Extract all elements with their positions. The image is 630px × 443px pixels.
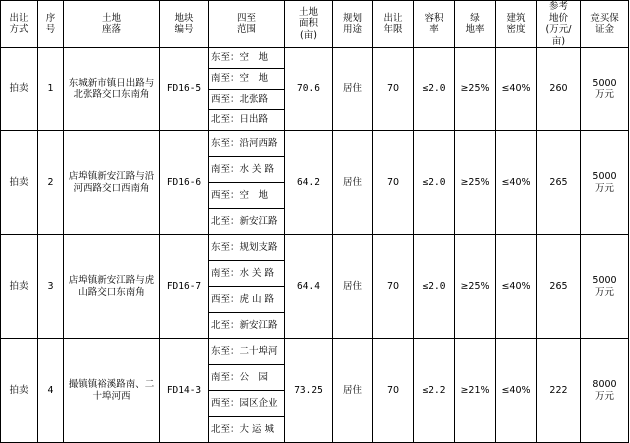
bound-north: 北至：新安江路 [211, 319, 278, 331]
header-no: 序 号 [38, 1, 64, 48]
header-row [1, 1, 629, 48]
table-row [1, 131, 629, 235]
header-use: 规划 用途 [333, 1, 373, 48]
bound-west: 西至：园区企业 [209, 391, 284, 417]
cell-code: FD16-6 [160, 131, 209, 235]
bound-south: 南至：水 关 路 [209, 157, 284, 183]
table-row [1, 48, 629, 131]
bound-west: 西至：虎 山 路 [209, 287, 284, 313]
bound-south: 南至：水 关 路 [209, 261, 284, 287]
cell-no: 1 [38, 48, 64, 131]
cell-price: 265 [537, 131, 581, 235]
cell-bounds [209, 235, 285, 339]
cell-years: 70 [373, 48, 414, 131]
cell-code: FD14-3 [160, 339, 209, 443]
cell-location: 店埠镇新安江路与虎山路交口东南角 [64, 235, 160, 339]
cell-code: FD16-7 [160, 235, 209, 339]
cell-deposit: 8000 万元 [581, 339, 629, 443]
cell-deposit: 5000 万元 [581, 48, 629, 131]
header-method: 出让 方式 [1, 1, 38, 48]
cell-bounds [209, 48, 285, 131]
header-bounds: 四至 范围 [209, 1, 285, 48]
cell-far: ≤2.2 [414, 339, 455, 443]
cell-use: 居住 [333, 48, 373, 131]
cell-green: ≥25% [455, 48, 496, 131]
table-row [1, 339, 629, 443]
bound-south: 南至：空 地 [209, 69, 284, 90]
header-price: 参考 地价 (万元/ 亩) [537, 1, 581, 48]
table-row [1, 235, 629, 339]
cell-far: ≤2.0 [414, 48, 455, 131]
header-location: 土地 座落 [64, 1, 160, 48]
bound-east: 东至：沿河西路 [209, 131, 284, 157]
cell-density: ≤40% [496, 339, 537, 443]
cell-price: 265 [537, 235, 581, 339]
cell-deposit: 5000 万元 [581, 235, 629, 339]
cell-deposit: 5000 万元 [581, 131, 629, 235]
cell-bounds [209, 131, 285, 235]
cell-far: ≤2.0 [414, 235, 455, 339]
cell-use: 居住 [333, 339, 373, 443]
bound-west: 西至：北张路 [209, 90, 284, 111]
cell-method: 拍卖 [1, 131, 38, 235]
header-deposit: 竞买保 证金 [581, 1, 629, 48]
cell-method: 拍卖 [1, 235, 38, 339]
header-density: 建筑 密度 [496, 1, 537, 48]
cell-code: FD16-5 [160, 48, 209, 131]
cell-years: 70 [373, 235, 414, 339]
cell-area: 73.25 [285, 339, 333, 443]
cell-no: 2 [38, 131, 64, 235]
header-area: 土地 面积 (亩) [285, 1, 333, 48]
cell-no: 3 [38, 235, 64, 339]
cell-location: 东城新市镇日出路与北张路交口东南角 [64, 48, 160, 131]
cell-years: 70 [373, 131, 414, 235]
cell-density: ≤40% [496, 131, 537, 235]
cell-density: ≤40% [496, 235, 537, 339]
cell-price: 222 [537, 339, 581, 443]
cell-area: 70.6 [285, 48, 333, 131]
header-years: 出让 年限 [373, 1, 414, 48]
cell-location: 撮镇镇裕溪路南、二十埠河西 [64, 339, 160, 443]
cell-green: ≥21% [455, 339, 496, 443]
bound-east: 东至：空 地 [209, 48, 284, 69]
cell-method: 拍卖 [1, 339, 38, 443]
header-green: 绿 地率 [455, 1, 496, 48]
bound-west: 西至：空 地 [209, 183, 284, 209]
header-far: 容积 率 [414, 1, 455, 48]
bound-north: 北至：日出路 [211, 114, 269, 126]
cell-price: 260 [537, 48, 581, 131]
cell-location: 店埠镇新安江路与沿河西路交口西南角 [64, 131, 160, 235]
cell-bounds [209, 339, 285, 443]
cell-green: ≥25% [455, 131, 496, 235]
bound-north: 北至：大 运 城 [211, 423, 275, 435]
cell-green: ≥25% [455, 235, 496, 339]
cell-far: ≤2.0 [414, 131, 455, 235]
cell-no: 4 [38, 339, 64, 443]
bound-north: 北至：新安江路 [211, 215, 278, 227]
cell-area: 64.2 [285, 131, 333, 235]
bound-east: 东至：规划支路 [209, 235, 284, 261]
cell-area: 64.4 [285, 235, 333, 339]
cell-method: 拍卖 [1, 48, 38, 131]
header-code: 地块 编号 [160, 1, 209, 48]
bound-south: 南至：公 园 [209, 365, 284, 391]
cell-use: 居住 [333, 131, 373, 235]
cell-years: 70 [373, 339, 414, 443]
bound-east: 东至：二十埠河 [209, 339, 284, 365]
cell-density: ≤40% [496, 48, 537, 131]
cell-use: 居住 [333, 235, 373, 339]
